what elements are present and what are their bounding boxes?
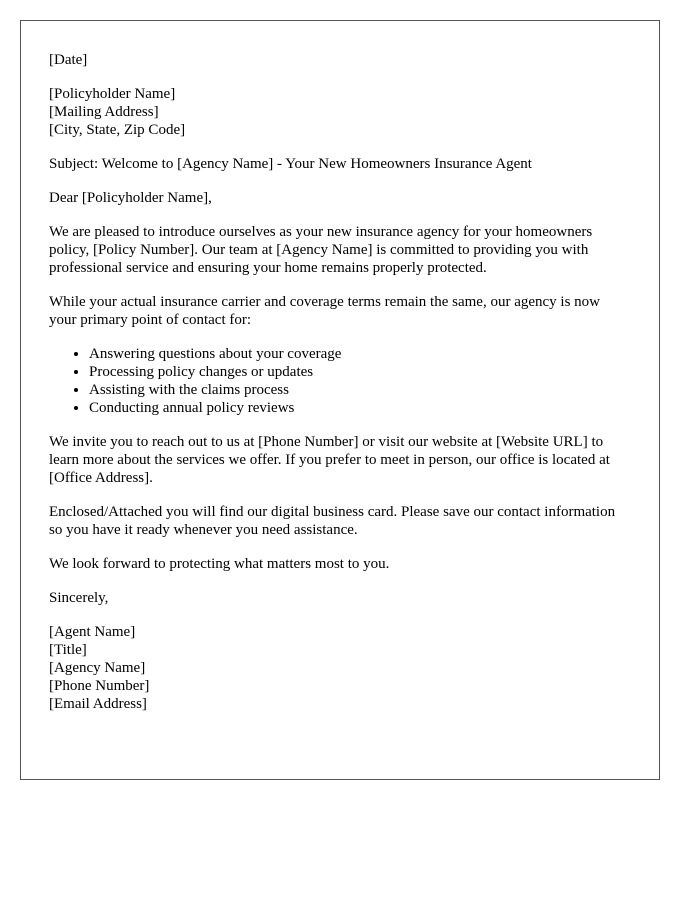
letter-page <box>20 20 660 780</box>
recipient-city-state-zip: [City, State, Zip Code] <box>49 122 186 138</box>
invitation-paragraph: We invite you to reach out to us at [Phone Number] or visit our website at [Website URL] to learn more about the services we offer. If you prefer to meet in person, our office is located at [Office Address]. <box>49 434 610 486</box>
recipient-address-block <box>49 85 631 139</box>
agent-email: [Email Address] <box>49 696 147 712</box>
intro-paragraph: We are pleased to introduce ourselves as your new insurance agency for your homeowners policy, [Policy Number]. Our team at [Agency Name] is committed to providing you with professional service and ensuring your home remains properly protected. <box>49 224 593 276</box>
list-item: • Assisting with the claims process <box>89 381 631 399</box>
agency-name: [Agency Name] <box>49 660 146 676</box>
salutation: Dear [Policyholder Name], <box>49 190 212 206</box>
date-line: [Date] <box>49 52 88 68</box>
recipient-mailing-address: [Mailing Address] <box>49 104 159 120</box>
closing: Sincerely, <box>49 590 109 606</box>
closing-sentence: We look forward to protecting what matters most to you. <box>49 556 390 572</box>
list-item: • Answering questions about your coverage <box>89 345 631 363</box>
list-item: • Conducting annual policy reviews <box>89 399 631 417</box>
contact-point-paragraph: While your actual insurance carrier and coverage terms remain the same, our agency is now your primary point of contact for: <box>49 294 601 328</box>
list-item: • Processing policy changes or updates <box>89 363 631 381</box>
recipient-name: [Policyholder Name] <box>49 86 176 102</box>
subject-line: Subject: Welcome to [Agency Name] - Your New Homeowners Insurance Agent <box>49 156 532 172</box>
business-card-paragraph: Enclosed/Attached you will find our digital business card. Please save our contact information so you have it ready whenever you need assistance. <box>49 504 616 538</box>
services-list <box>49 345 631 417</box>
agent-name: [Agent Name] <box>49 624 136 640</box>
agent-phone: [Phone Number] <box>49 678 150 694</box>
signature-block <box>49 623 631 713</box>
agent-title: [Title] <box>49 642 87 658</box>
